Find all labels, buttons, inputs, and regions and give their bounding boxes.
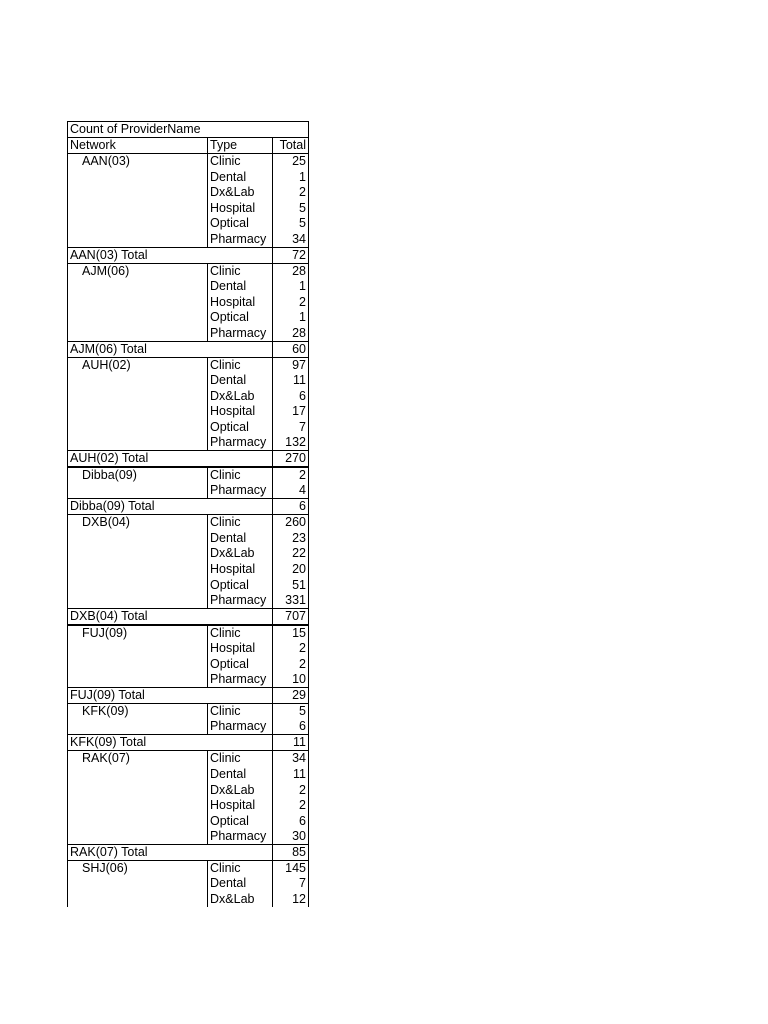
table-row [68,467,309,483]
provider-count: 7 [273,876,309,892]
table-row [68,294,309,310]
network-total-label: FUJ(09) Total [68,688,273,704]
provider-count: 1 [273,310,309,326]
network-empty-cell [68,829,208,845]
provider-type: Dental [208,766,273,782]
network-empty-cell [68,813,208,829]
provider-type: Clinic [208,515,273,531]
network-empty-cell [68,798,208,814]
network-empty-cell [68,483,208,499]
network-total-row [68,341,309,357]
network-total-label: RAK(07) Total [68,844,273,860]
provider-count: 20 [273,561,309,577]
table-row [68,641,309,657]
network-label: AAN(03) [68,154,208,170]
network-empty-cell [68,216,208,232]
network-total-value: 29 [273,688,309,704]
provider-type: Pharmacy [208,719,273,735]
network-total-row [68,451,309,468]
provider-type: Pharmacy [208,325,273,341]
provider-type: Hospital [208,641,273,657]
provider-type: Pharmacy [208,593,273,609]
provider-count: 5 [273,216,309,232]
network-empty-cell [68,169,208,185]
network-total-value: 85 [273,844,309,860]
network-total-value: 6 [273,499,309,515]
provider-count: 10 [273,672,309,688]
provider-count: 260 [273,515,309,531]
provider-count: 97 [273,357,309,373]
provider-type: Clinic [208,467,273,483]
provider-count: 7 [273,419,309,435]
table-row [68,656,309,672]
network-total-value: 60 [273,341,309,357]
table-row [68,435,309,451]
provider-count: 34 [273,231,309,247]
table-row [68,561,309,577]
network-empty-cell [68,325,208,341]
table-row [68,546,309,562]
provider-count: 331 [273,593,309,609]
provider-type: Clinic [208,625,273,641]
provider-count: 5 [273,200,309,216]
provider-count: 6 [273,719,309,735]
table-row [68,200,309,216]
table-row [68,310,309,326]
network-empty-cell [68,388,208,404]
table-row [68,751,309,767]
network-empty-cell [68,404,208,420]
table-row [68,388,309,404]
provider-count: 30 [273,829,309,845]
provider-type: Clinic [208,263,273,279]
network-empty-cell [68,719,208,735]
pivot-title-empty-cell [273,122,309,138]
network-total-row [68,499,309,515]
table-row [68,704,309,720]
network-column-header: Network [68,138,208,154]
provider-count: 34 [273,751,309,767]
network-empty-cell [68,593,208,609]
provider-type: Clinic [208,154,273,170]
network-empty-cell [68,279,208,295]
provider-count: 6 [273,388,309,404]
network-total-value: 270 [273,451,309,468]
pivot-table [67,121,309,907]
provider-type: Pharmacy [208,829,273,845]
total-column-header: Total [273,138,309,154]
provider-count: 15 [273,625,309,641]
network-total-row [68,844,309,860]
table-row [68,263,309,279]
network-empty-cell [68,200,208,216]
provider-type: Optical [208,310,273,326]
network-label: AJM(06) [68,263,208,279]
provider-type: Dental [208,169,273,185]
table-row [68,279,309,295]
provider-type: Dental [208,530,273,546]
provider-count: 145 [273,860,309,876]
network-empty-cell [68,419,208,435]
network-label: FUJ(09) [68,625,208,641]
table-row [68,419,309,435]
table-row [68,530,309,546]
network-total-row [68,688,309,704]
network-total-label: Dibba(09) Total [68,499,273,515]
pivot-title-row [68,122,309,138]
provider-count: 1 [273,279,309,295]
provider-type: Dx&Lab [208,782,273,798]
provider-count: 2 [273,798,309,814]
provider-type: Optical [208,813,273,829]
table-row [68,357,309,373]
provider-count: 2 [273,782,309,798]
provider-type: Optical [208,577,273,593]
provider-type: Clinic [208,860,273,876]
network-empty-cell [68,294,208,310]
network-total-row [68,735,309,751]
provider-type: Pharmacy [208,672,273,688]
provider-count: 5 [273,704,309,720]
table-row [68,577,309,593]
column-header-row [68,138,309,154]
network-empty-cell [68,435,208,451]
provider-type: Clinic [208,357,273,373]
network-total-row [68,608,309,625]
table-row [68,782,309,798]
provider-count: 6 [273,813,309,829]
provider-count: 23 [273,530,309,546]
network-total-label: AAN(03) Total [68,247,273,263]
table-row [68,373,309,389]
provider-count: 28 [273,263,309,279]
provider-count: 11 [273,766,309,782]
network-empty-cell [68,231,208,247]
provider-count: 28 [273,325,309,341]
table-row [68,719,309,735]
network-total-value: 11 [273,735,309,751]
network-total-value: 72 [273,247,309,263]
network-label: RAK(07) [68,751,208,767]
provider-type: Pharmacy [208,231,273,247]
table-row [68,325,309,341]
table-row [68,860,309,876]
network-label: DXB(04) [68,515,208,531]
table-row [68,185,309,201]
table-row [68,766,309,782]
provider-count: 2 [273,467,309,483]
provider-type: Optical [208,419,273,435]
provider-count: 12 [273,891,309,907]
network-label: Dibba(09) [68,467,208,483]
provider-type: Optical [208,216,273,232]
network-total-label: AJM(06) Total [68,341,273,357]
network-empty-cell [68,561,208,577]
table-row [68,515,309,531]
network-empty-cell [68,782,208,798]
table-row [68,483,309,499]
provider-type: Optical [208,656,273,672]
provider-type: Hospital [208,798,273,814]
provider-type: Dx&Lab [208,185,273,201]
provider-type: Dental [208,373,273,389]
network-label: KFK(09) [68,704,208,720]
provider-count: 22 [273,546,309,562]
type-column-header: Type [208,138,273,154]
table-row [68,813,309,829]
table-row [68,891,309,907]
table-row [68,798,309,814]
provider-count: 25 [273,154,309,170]
network-empty-cell [68,876,208,892]
provider-count: 2 [273,656,309,672]
provider-count: 2 [273,185,309,201]
network-empty-cell [68,656,208,672]
table-row [68,216,309,232]
provider-count: 1 [273,169,309,185]
provider-type: Pharmacy [208,483,273,499]
network-label: AUH(02) [68,357,208,373]
provider-count: 51 [273,577,309,593]
network-empty-cell [68,891,208,907]
table-row [68,154,309,170]
table-row [68,876,309,892]
network-total-row [68,247,309,263]
network-empty-cell [68,641,208,657]
network-total-value: 707 [273,608,309,625]
provider-type: Dx&Lab [208,546,273,562]
provider-type: Hospital [208,561,273,577]
network-total-label: KFK(09) Total [68,735,273,751]
network-empty-cell [68,546,208,562]
pivot-title: Count of ProviderName [68,122,273,138]
provider-type: Dental [208,876,273,892]
pivot-table-container [67,121,308,907]
provider-count: 11 [273,373,309,389]
provider-count: 17 [273,404,309,420]
network-total-label: DXB(04) Total [68,608,273,625]
network-total-label: AUH(02) Total [68,451,273,468]
provider-type: Clinic [208,704,273,720]
table-row [68,169,309,185]
network-empty-cell [68,766,208,782]
network-empty-cell [68,373,208,389]
provider-count: 4 [273,483,309,499]
table-row [68,404,309,420]
provider-type: Clinic [208,751,273,767]
network-empty-cell [68,577,208,593]
provider-count: 2 [273,641,309,657]
network-empty-cell [68,185,208,201]
table-row [68,672,309,688]
table-row [68,829,309,845]
provider-type: Hospital [208,294,273,310]
provider-count: 2 [273,294,309,310]
pivot-body [68,154,309,908]
provider-type: Dx&Lab [208,388,273,404]
table-row [68,231,309,247]
provider-type: Hospital [208,200,273,216]
provider-type: Pharmacy [208,435,273,451]
table-row [68,593,309,609]
network-empty-cell [68,310,208,326]
provider-count: 132 [273,435,309,451]
provider-type: Hospital [208,404,273,420]
table-row [68,625,309,641]
network-label: SHJ(06) [68,860,208,876]
provider-type: Dx&Lab [208,891,273,907]
provider-type: Dental [208,279,273,295]
network-empty-cell [68,530,208,546]
network-empty-cell [68,672,208,688]
